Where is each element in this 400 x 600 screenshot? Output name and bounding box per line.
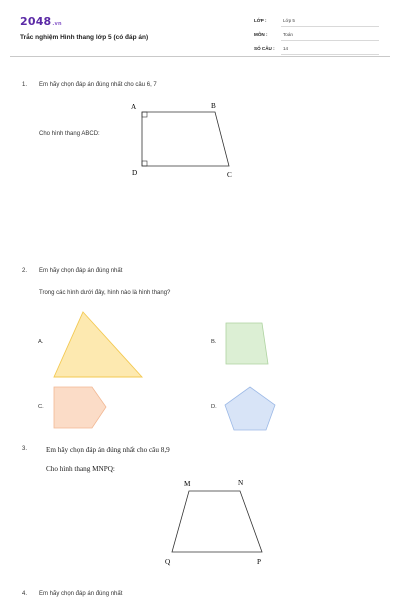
question-2-text: Em hãy chọn đáp án đúng nhất	[39, 268, 123, 274]
question-2-number: 2.	[22, 268, 28, 274]
meta-count-value: 14	[283, 46, 289, 51]
meta-count-label: SỐ CÂU :	[254, 46, 275, 51]
meta-divider	[281, 54, 379, 55]
option-b-label[interactable]: B.	[211, 339, 217, 345]
option-c-arrow-pentagon-shape[interactable]	[50, 383, 112, 433]
vertex-b-label: B	[211, 102, 216, 110]
vertex-n-label: N	[238, 479, 244, 487]
vertex-c-label: C	[227, 171, 232, 179]
option-a-triangle-shape[interactable]	[50, 308, 150, 382]
vertex-a-label: A	[131, 103, 137, 111]
question-4-number: 4.	[22, 591, 28, 597]
question-3-number: 3.	[22, 446, 28, 452]
vertex-q-label: Q	[165, 558, 171, 566]
meta-subject-label: MÔN :	[254, 32, 268, 37]
question-3-text: Em hãy chọn đáp án đúng nhất cho câu 8,9	[46, 446, 170, 454]
vertex-p-label: P	[257, 558, 261, 566]
meta-grade-value: Lớp 5	[283, 18, 295, 23]
option-d-pentagon-shape[interactable]	[222, 383, 282, 435]
header-divider	[10, 56, 390, 57]
question-3-subtext: Cho hình thang MNPQ:	[46, 465, 115, 473]
meta-grade-label: LỚP :	[254, 18, 267, 23]
document-title: Trắc nghiệm Hình thang lớp 5 (có đáp án)	[20, 34, 149, 41]
question-1-number: 1.	[22, 82, 28, 88]
question-4-text: Em hãy chọn đáp án đúng nhất	[39, 591, 123, 597]
option-d-label[interactable]: D.	[211, 404, 217, 410]
vertex-d-label: D	[132, 169, 138, 177]
vertex-m-label: M	[184, 480, 191, 488]
trapezoid-mnpq-figure	[160, 474, 280, 574]
question-1-text: Em hãy chọn đáp án đúng nhất cho câu 6, 7	[39, 82, 157, 88]
option-c-label[interactable]: C.	[38, 404, 44, 410]
question-1-subtext: Cho hình thang ABCD:	[39, 131, 100, 137]
option-b-trapezoid-shape[interactable]	[222, 320, 274, 368]
brand-logo[interactable]	[20, 15, 62, 28]
meta-divider	[281, 40, 379, 41]
option-a-label[interactable]: A.	[38, 339, 44, 345]
trapezoid-abcd-figure	[125, 96, 245, 182]
meta-divider	[281, 26, 379, 27]
meta-subject-value: Toán	[283, 32, 293, 37]
brand-suffix: .vn	[52, 21, 62, 27]
question-2-subtext: Trong các hình dưới đây, hình nào là hình thang?	[39, 290, 171, 296]
brand-name: 2048	[20, 15, 52, 28]
